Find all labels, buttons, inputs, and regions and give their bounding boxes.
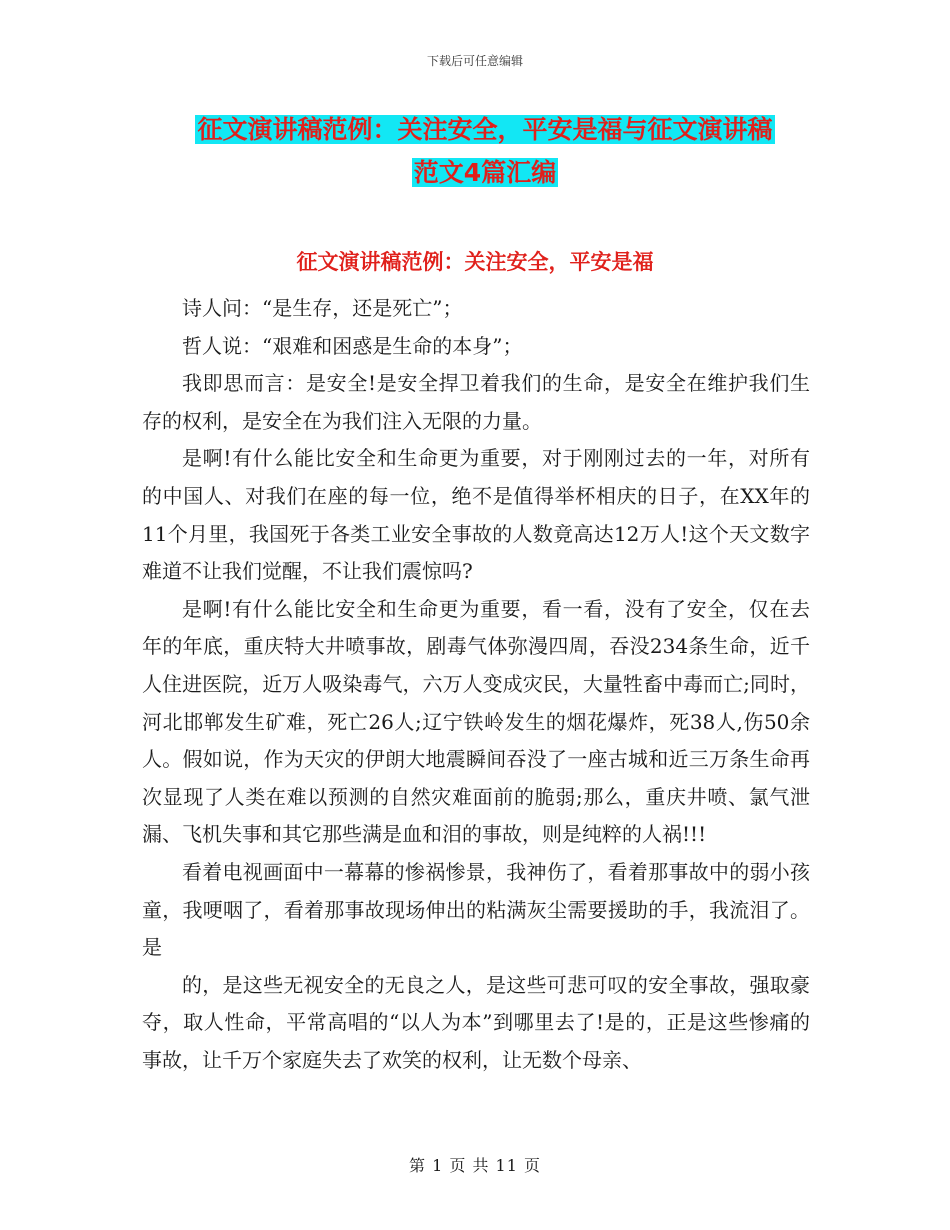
- paragraph: 是啊!有什么能比安全和生命更为重要，看一看，没有了安全，仅在去年的年底，重庆特大井喷事故，剧毒气体弥漫四周，吞没234条生命，近千人住进医院，近万人吸染毒气，六万人变成灾民，大量牲畜中毒而亡;同时，河北邯郸发生矿难，死亡26人;辽宁铁岭发生的烟花爆炸，死38人,伤50余人。假如说，作为天灾的伊朗大地震瞬间吞没了一座古城和近三万条生命再次显现了人类在难以预测的自然灾难面前的脆弱;那么，重庆井喷、氯气泄漏、飞机失事和其它那些满是血和泪的事故，则是纯粹的人祸!!!: [142, 596, 810, 847]
- paragraph: 我即思而言：是安全!是安全捍卫着我们的生命，是安全在维护我们生存的权利，是安全在为我们注入无限的力量。: [142, 371, 810, 433]
- page-footer: 第 1 页 共 11 页: [409, 1156, 541, 1175]
- section-title: 征文演讲稿范例：关注安全，平安是福: [296, 250, 654, 274]
- body-text: [142, 290, 810, 1079]
- header-note: 下载后可任意编辑: [426, 54, 523, 68]
- paragraph: 哲人说：“艰难和困惑是生命的本身”；: [182, 333, 523, 358]
- paragraph: 诗人问：“是生存，还是死亡”；: [182, 296, 463, 320]
- document-title-line-1: 征文演讲稿范例：关注安全，平安是福与征文演讲稿: [197, 115, 773, 144]
- document-title: [140, 108, 830, 194]
- paragraph: 是啊!有什么能比安全和生命更为重要，对于刚刚过去的一年，对所有的中国人、对我们在座的每一位，绝不是值得举杯相庆的日子，在XX年的11个月里，我国死于各类工业安全事故的人数竟高达12万人!这个天文数字难道不让我们觉醒，不让我们震惊吗?: [142, 446, 810, 584]
- paragraph: 的，是这些无视安全的无良之人，是这些可悲可叹的安全事故，强取豪夺，取人性命，平常高唱的“以人为本”到哪里去了!是的，正是这些惨痛的事故，让千万个家庭失去了欢笑的权利，让无数个母亲、: [142, 972, 810, 1072]
- paragraph: 看着电视画面中一幕幕的惨祸惨景，我神伤了，看着那事故中的弱小孩童，我哽咽了，看着那事故现场伸出的粘满灰尘需要援助的手，我流泪了。是: [142, 859, 810, 960]
- document-title-line-2: 范文4篇汇编: [413, 158, 557, 187]
